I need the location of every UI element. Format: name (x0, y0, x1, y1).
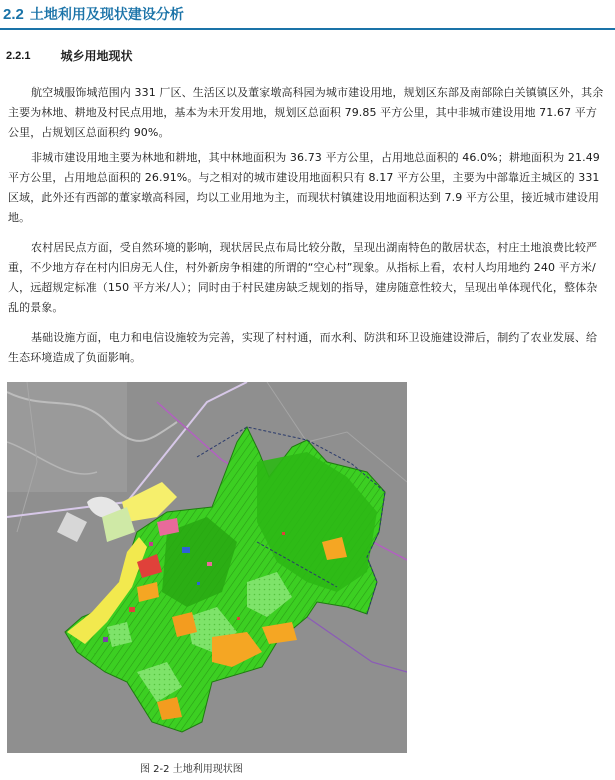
paragraph-1: 航空城服饰城范围内 331 厂区、生活区以及董家墩高科园为城市建设用地，规划区东部及南部除白关镇镇区外，其余主要为林地、耕地及村民点用地，基本为未开发用地，规划区总面积 79.85 平方公里，其中非城市建设用地 71.67 平方公里，占规划区总面积约 90%。 (8, 86, 604, 139)
paragraph-3: 农村居民点方面，受自然环境的影响，现状居民点布局比较分散，呈现出湖南特色的散居状态，村庄土地浪费比较严重，不少地方存在村内旧房无人住，村外新房争相建的所谓的“空心村”现象。从指标上看，农村人均用地约 240 平方米/人，远超规定标准（150 平方米/人）；同时由于村民建房缺乏规划的指导，建房随意性较大，呈现出单体现代化，整体杂乱的景象。 (8, 241, 598, 314)
land-use-map-graphic (7, 382, 407, 753)
subsection-heading (6, 47, 132, 64)
figure-caption: 图 2-2 土地利用现状图 (140, 764, 243, 775)
paragraph-2: 非城市建设用地主要为林地和耕地，其中林地面积为 36.73 平方公里，占用地总面积的 46.0%；耕地面积为 21.49 平方公里，占用地总面积的 26.91%。与之相对的城市建设用地面积只有 8.17 平方公里，主要为中部靠近主城区的 331 区域，此外还有西部的董家墩高科园，均以工业用地为主，而现状村镇建设用地面积达到 7.9 平方公里，接近城市建设用地。 (8, 151, 600, 224)
subsection-title: 城乡用地现状 (60, 49, 133, 63)
section-heading (3, 4, 184, 24)
section-title: 土地利用及现状建设分析 (29, 7, 184, 23)
subsection-number: 2.2.1 (6, 49, 31, 62)
heading-rule (0, 28, 615, 30)
section-number: 2.2 (3, 5, 24, 23)
land-use-map (7, 382, 407, 753)
paragraph-4: 基础设施方面，电力和电信设施较为完善，实现了村村通，而水利、防洪和环卫设施建设滞后，制约了农业发展、给生态环境造成了负面影响。 (8, 331, 598, 364)
